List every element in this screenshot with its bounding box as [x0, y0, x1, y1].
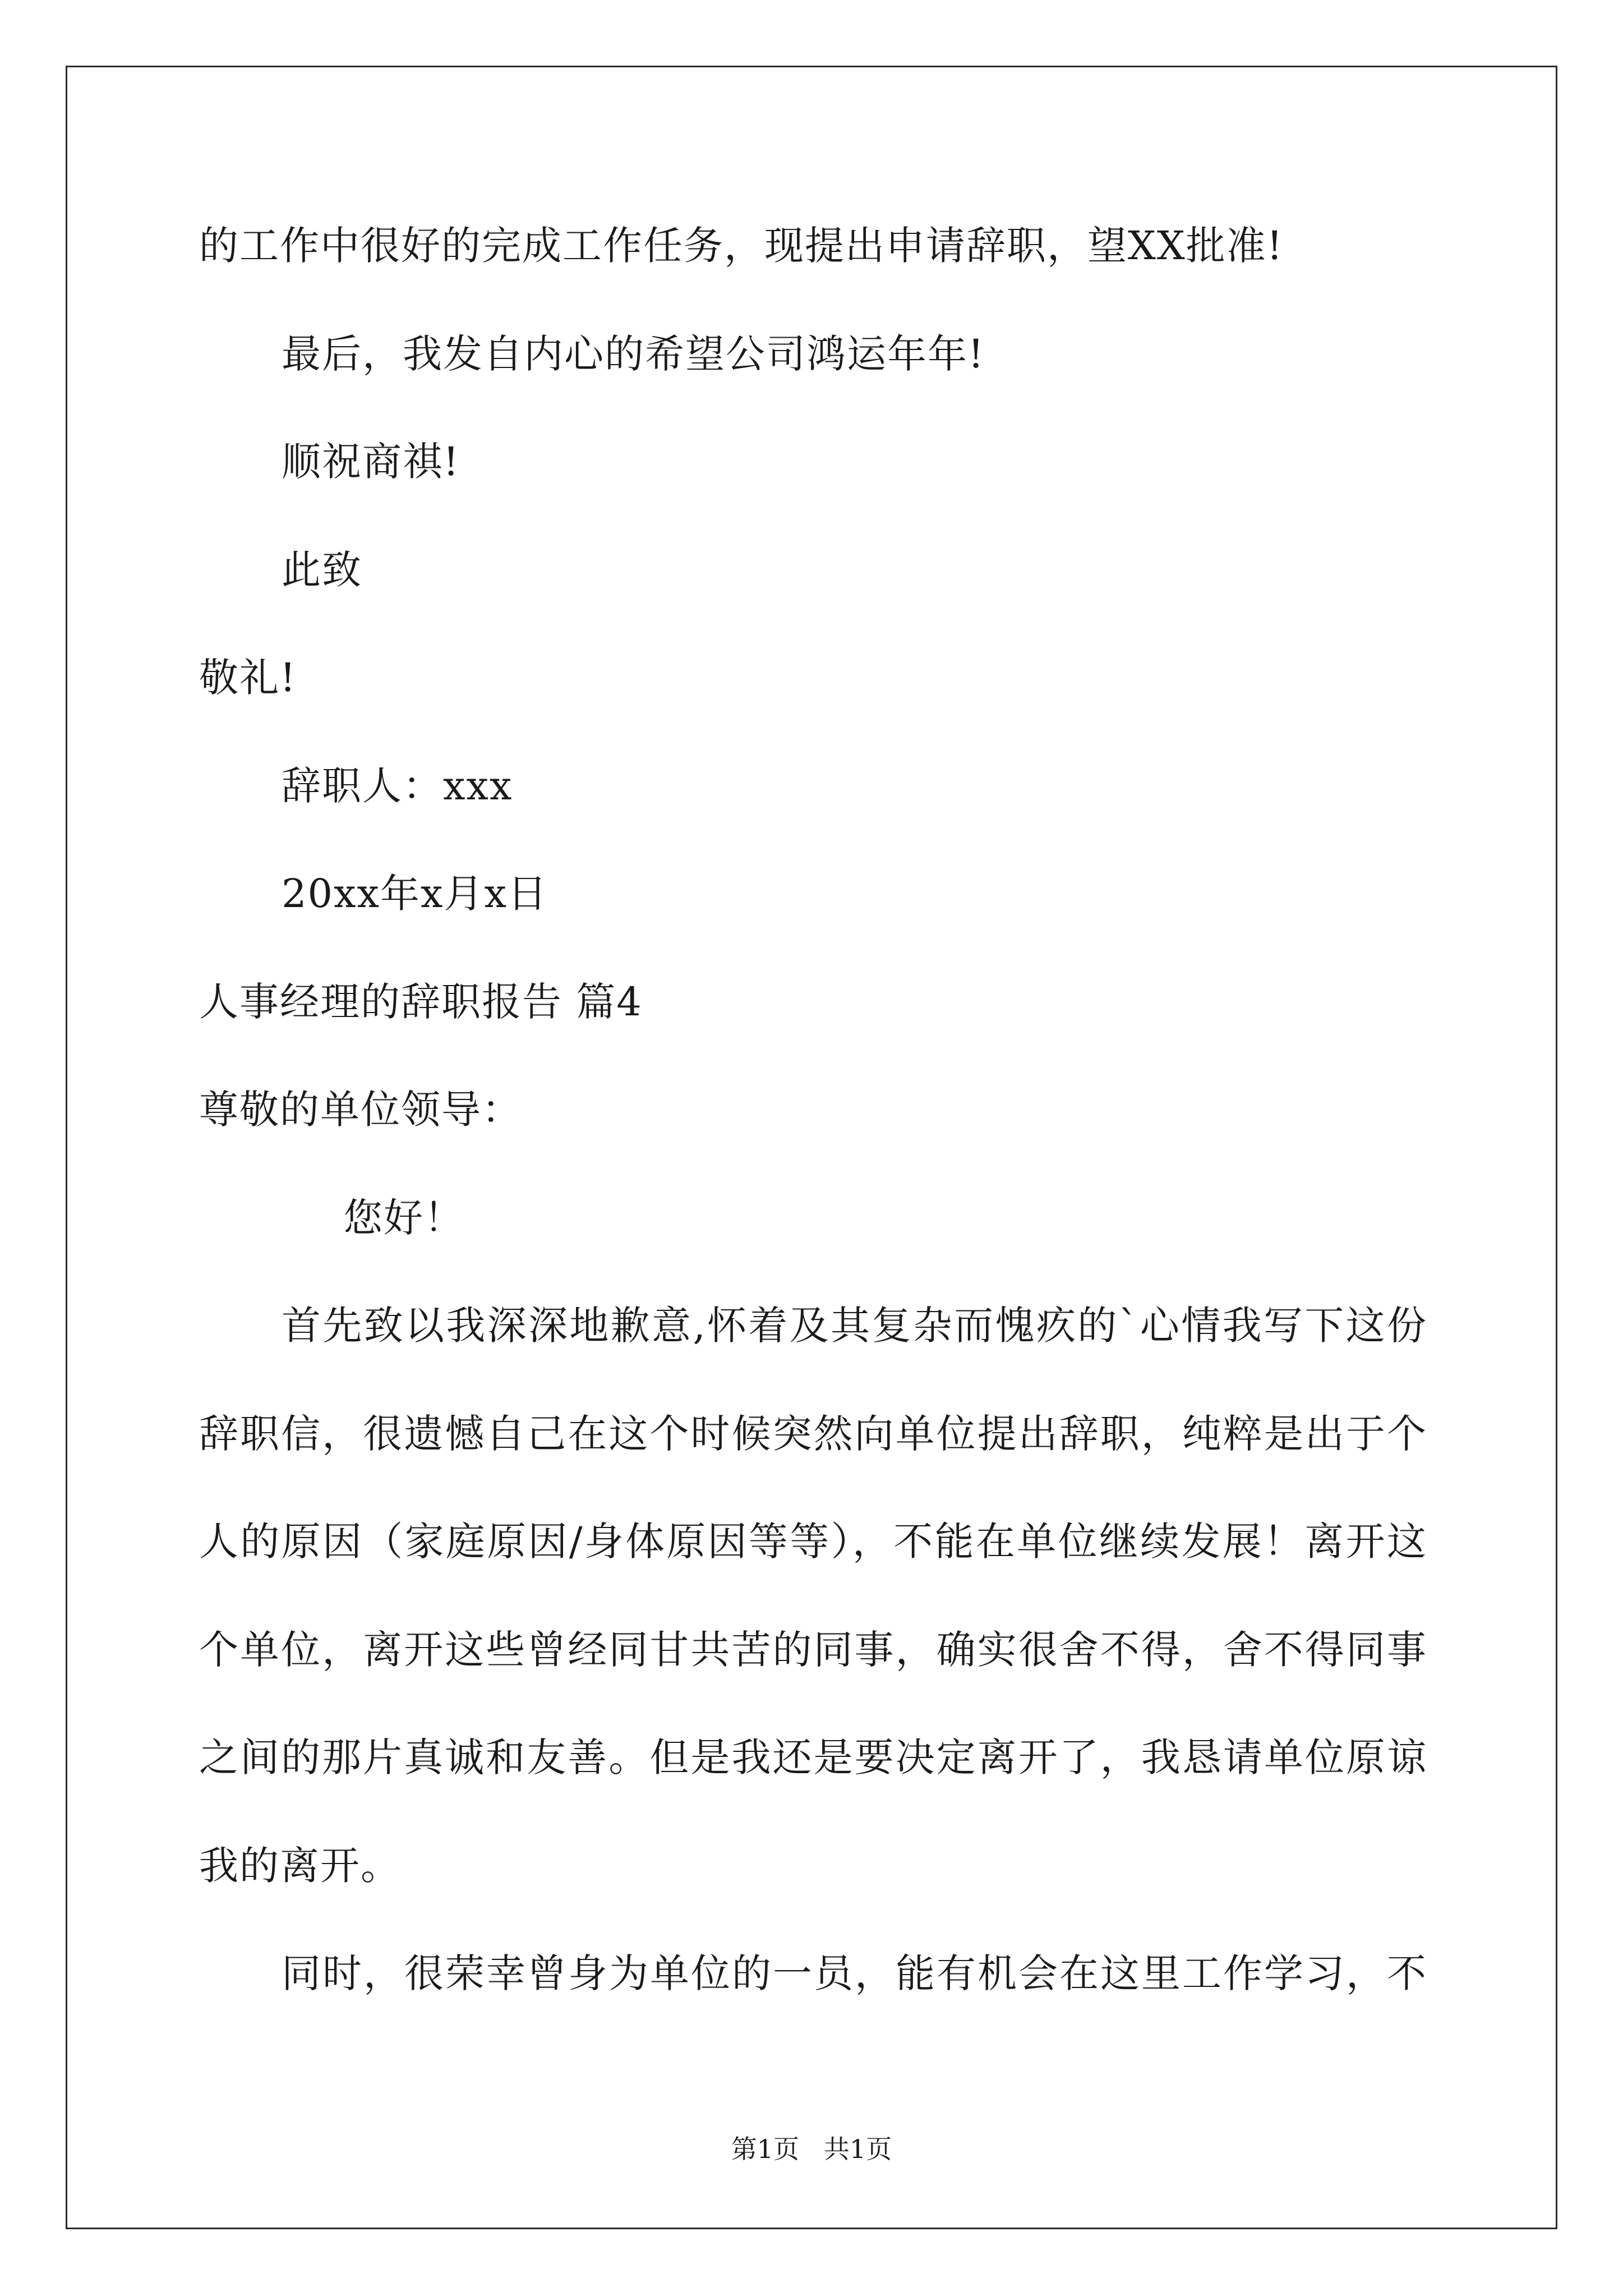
text-line-2: 最后，我发自内心的希望公司鸿运年年! — [282, 331, 985, 377]
text-line-5: 敬礼! — [199, 655, 297, 701]
section-heading: 人事经理的辞职报告 篇4 — [199, 979, 643, 1025]
page-footer: 第1页 共1页 — [731, 2134, 892, 2164]
text-line-16: 我的离开。 — [199, 1843, 401, 1889]
page-border — [66, 66, 1557, 2229]
salutation: 尊敬的单位领导： — [199, 1087, 522, 1133]
text-line-13: 人的原因（家庭原因/身体原因等等），不能在单位继续发展！离开这 — [199, 1519, 1427, 1565]
text-line-4: 此致 — [282, 547, 362, 593]
text-line-1: 的工作中很好的完成工作任务，现提出申请辞职，望XX批准! — [199, 223, 1284, 269]
text-line-15: 之间的那片真诚和友善。但是我还是要决定离开了，我恳请单位原谅 — [199, 1734, 1427, 1780]
greeting: 您好！ — [343, 1195, 464, 1241]
text-line-11: 首先致以我深深地歉意,怀着及其复杂而愧疚的`心情我写下这份 — [282, 1303, 1427, 1349]
text-line-3: 顺祝商祺! — [282, 439, 460, 485]
text-line-6: 辞职人：xxx — [282, 763, 513, 809]
text-line-14: 个单位，离开这些曾经同甘共苦的同事，确实很舍不得，舍不得同事 — [199, 1627, 1427, 1673]
text-line-7: 20xx年x月x日 — [282, 871, 548, 917]
text-line-12: 辞职信，很遗憾自己在这个时候突然向单位提出辞职，纯粹是出于个 — [199, 1411, 1427, 1457]
text-line-17: 同时，很荣幸曾身为单位的一员，能有机会在这里工作学习，不 — [282, 1950, 1427, 1996]
